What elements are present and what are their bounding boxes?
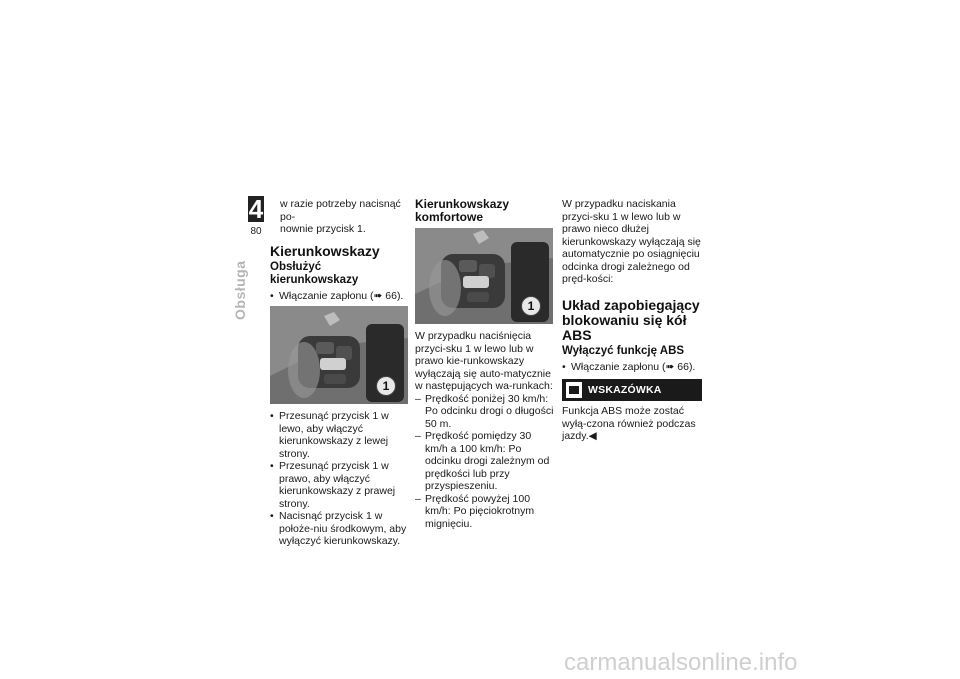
heading-line-1: Kierunkowskazy	[415, 197, 510, 211]
step-right: • Przesunąć przycisk 1 w prawo, aby włączyć kierunkowskazy z prawej strony.	[270, 460, 410, 510]
column-3	[562, 198, 702, 443]
heading-abs	[562, 298, 702, 343]
handlebar-switch-figure	[270, 306, 408, 404]
condition-30-100: – Prędkość pomiędzy 30 km/h a 100 km/h: Po odcinku drogi zależnym od prędkości lub przy przyspieszeniu.	[415, 430, 555, 493]
intro-line-1: w razie potrzeby nacisnąć po-	[280, 198, 401, 223]
intro-line-2: nownie przycisk 1.	[280, 223, 366, 235]
chapter-number: 4	[248, 194, 264, 224]
long-press-paragraph: W przypadku naciskania przyci-sku 1 w lewo lub w prawo nieco dłużej kierunkowskazy wyłączają się automatycznie po osiągnięciu odcinka drogi zależnego od pręd-kości:	[562, 198, 701, 285]
heading-line-1: Układ zapobiegający	[562, 296, 700, 313]
heading-line-2: blokowaniu się kół ABS	[562, 311, 687, 343]
turn-signal-steps	[270, 410, 410, 548]
note-box	[562, 379, 702, 401]
condition-below-30: – Prędkość poniżej 30 km/h: Po odcinku drogi o długości 50 m.	[415, 393, 555, 431]
section-label: Obsługa	[232, 260, 248, 320]
subheading-disable-abs: Wyłączyć funkcję ABS	[562, 344, 685, 357]
note-title: WSKAZÓWKA	[588, 384, 662, 396]
ignition-list	[270, 290, 410, 303]
bullet-ignition: • Włączanie zapłonu (➠ 66).	[562, 361, 702, 374]
abs-ignition-list	[562, 361, 702, 374]
heading-line-2: komfortowe	[415, 210, 484, 224]
callout-1: 1	[521, 296, 541, 316]
column-2	[415, 198, 555, 530]
subheading-operate-turn-signals: Obsłużyć kierunkowskazy	[270, 260, 359, 286]
note-text: Funkcja ABS może zostać wyłą-czona również podczas jazdy.◀	[562, 405, 696, 442]
callout-1: 1	[376, 376, 396, 396]
condition-above-100: – Prędkość powyżej 100 km/h: Po pięciokrotnym mignięciu.	[415, 493, 555, 531]
step-left: • Przesunąć przycisk 1 w lewo, aby włączyć kierunkowskazy z lewej strony.	[270, 410, 410, 460]
conditions-list	[415, 393, 555, 531]
hand-pointer-icon	[566, 382, 582, 398]
watermark: carmanualsonline.info	[564, 649, 798, 676]
page-number: 80	[250, 226, 262, 237]
comfort-switch-figure	[415, 228, 553, 324]
heading-comfort-signals	[415, 198, 555, 224]
bullet-ignition: • Włączanie zapłonu (➠ 66).	[270, 290, 410, 303]
comfort-paragraph: W przypadku naciśnięcia przyci-sku 1 w lewo lub w prawo kie-runkowskazy wyłączają się auto-matycznie w następujących wa-runkach:	[415, 330, 553, 392]
heading-turn-signals: Kierunkowskazy	[270, 242, 380, 259]
column-1	[270, 198, 410, 548]
step-off: • Nacisnąć przycisk 1 w położe-niu środkowym, aby wyłączyć kierunkowskazy.	[270, 510, 410, 548]
